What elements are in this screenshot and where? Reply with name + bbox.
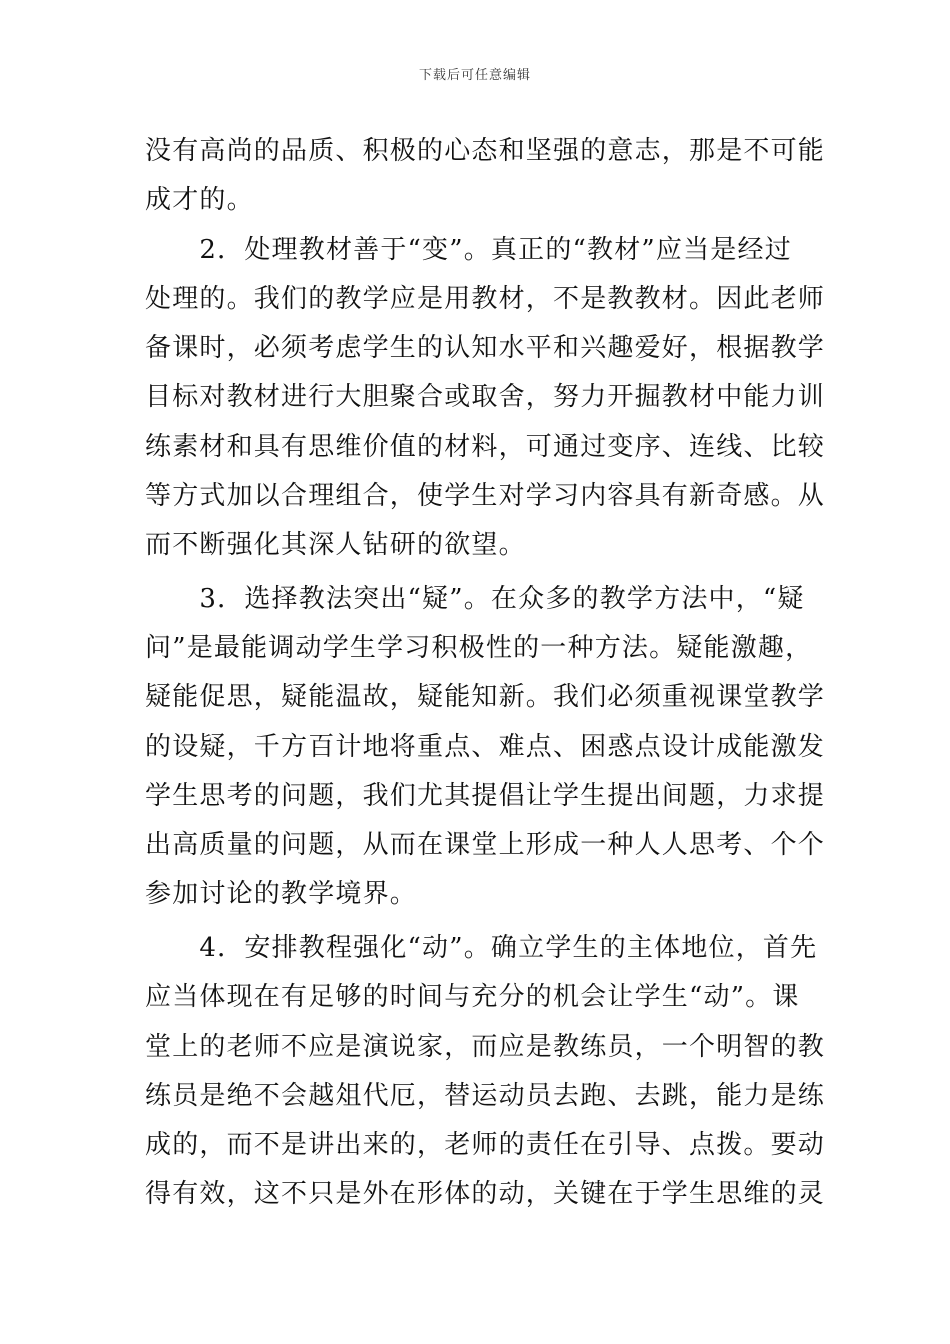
text-line: 没有高尚的品质、积极的心态和坚强的意志，那是不可能 xyxy=(145,136,826,166)
text-line: 得有效，这不只是外在形体的动，关键在于学生思维的灵 xyxy=(145,1179,826,1209)
text-line: 备课时，必须考虑学生的认知水平和兴趣爱好，根据教学 xyxy=(145,333,826,363)
page-header: 下载后可任意编辑 xyxy=(418,68,531,83)
text-line: 问”是最能调动学生学习积极性的一种方法。疑能激趣， xyxy=(145,633,813,663)
text-line: 成的，而不是讲出来的，老师的责任在引导、点拨。要动 xyxy=(145,1130,826,1160)
text-line: 练员是绝不会越俎代厄，替运动员去跑、去跳，能力是练 xyxy=(145,1081,826,1111)
text-line: 练素材和具有思维价值的材料，可通过变序、连线、比较 xyxy=(145,432,826,462)
text-line: 应当体现在有足够的时间与充分的机会让学生“动”。课 xyxy=(145,982,800,1012)
text-line: 成才的。 xyxy=(145,185,254,215)
text-line: 目标对教材进行大胆聚合或取舍，努力开掘教材中能力训 xyxy=(145,382,826,412)
text-line: 参加讨论的教学境界。 xyxy=(145,879,418,909)
text-line: 3．选择教法突出“疑”。在众多的教学方法中，“疑 xyxy=(145,584,805,614)
text-line: 4．安排教程强化“动”。确立学生的主体地位，首先 xyxy=(145,933,818,963)
text-line: 堂上的老师不应是演说家，而应是教练员，一个明智的教 xyxy=(145,1032,826,1062)
text-line: 处理的。我们的教学应是用教材，不是教教材。因此老师 xyxy=(145,284,826,314)
text-line: 疑能促思，疑能温故，疑能知新。我们必须重视课堂教学 xyxy=(145,682,826,712)
text-line: 等方式加以合理组合，使学生对学习内容具有新奇感。从 xyxy=(145,481,826,511)
text-line: 的设疑，千方百计地将重点、难点、困惑点设计成能激发 xyxy=(145,732,826,762)
text-line: 出高质量的问题，从而在课堂上形成一种人人思考、个个 xyxy=(145,830,826,860)
text-line: 学生思考的问题，我们尤其提倡让学生提出间题，力求提 xyxy=(145,781,826,811)
text-line: 2．处理教材善于“变”。真正的“教材”应当是经过 xyxy=(145,235,792,265)
text-line: 而不断强化其深人钻研的欲望。 xyxy=(145,530,526,560)
